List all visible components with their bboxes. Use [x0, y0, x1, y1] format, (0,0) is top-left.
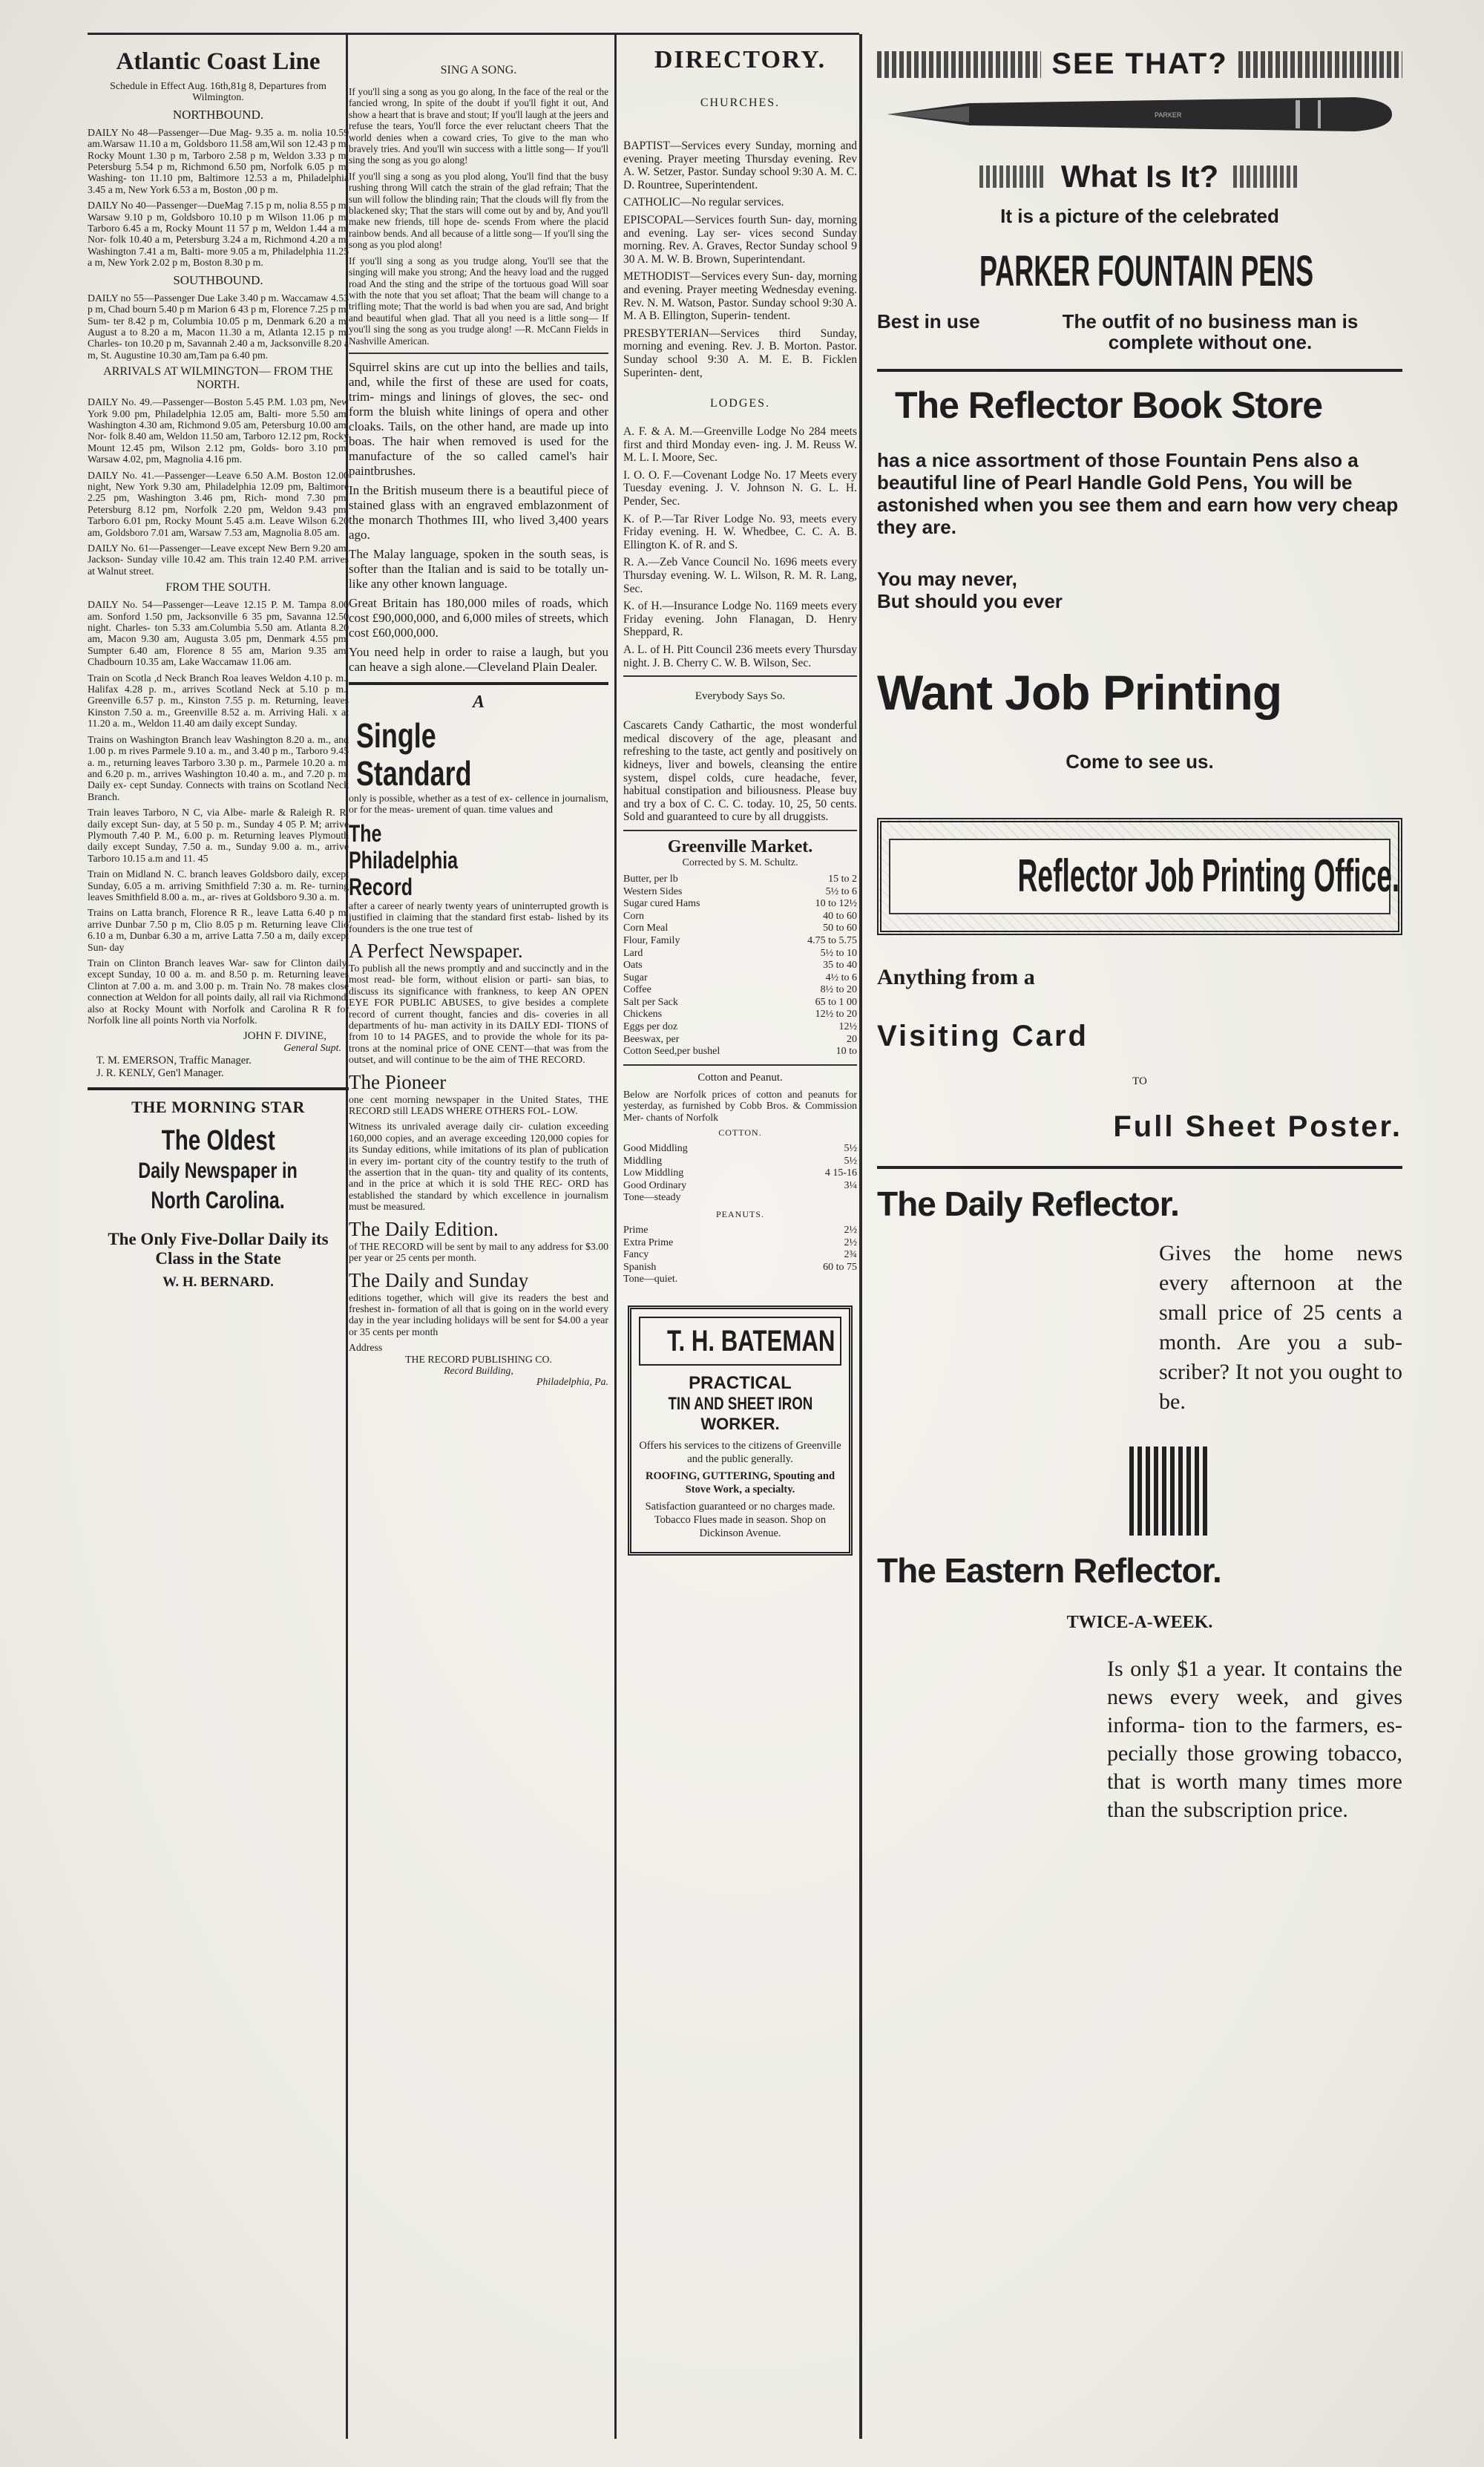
- market-item: Salt per Sack: [623, 996, 678, 1008]
- table-row: [623, 1143, 857, 1156]
- market-price: 8½ to 20: [820, 984, 857, 996]
- twice-a-week: TWICE-A-WEEK.: [1066, 1613, 1213, 1632]
- ad-body: Witness its unrivaled average daily cir- culation exceeding 160,000 copies, and an average exceeding 120,000 copies for its Sunday editions, while imitations of its plan of publication in every im- portant city of the country testify to the truth of the assertion that in the quan- tity and quality of its contents, and in the price at which it is sold THE REC- ORD has established the standard by which excellence in journalism must be measured.: [349, 1121, 608, 1213]
- market-item: Chickens: [623, 1009, 663, 1020]
- bateman-line: WORKER.: [700, 1415, 780, 1433]
- ornament: [877, 51, 1041, 78]
- train-entry: DAILY No. 54—Passenger—Leave 12.15 P. M. Tampa 8.00 am. Sonford 1.50 pm, Jacksonville 6 35 pm, Savanna 12.50 night. Charles- ton 5.33 am.Columbia 5.50 am. Atlanta 8.20 am, Macon 9.30 am, Augusta 3.05 pm, Denmark 4.55 pm, Sumpter 6.40 am, Florence 8 55 am, Marion 9.35 am, Chadbourn 10.35 am, Lake Waccamaw 11.06 am.: [88, 599, 349, 668]
- never-text: But should you ever: [877, 590, 1063, 612]
- parker-fountain-pens: PARKER FOUNTAIN PENS: [979, 247, 1314, 295]
- outfit-text: The outfit of no business man is complete without one.: [1062, 310, 1359, 353]
- morning-star-editor: W. H. BERNARD.: [162, 1274, 274, 1291]
- market-price: 5½: [844, 1143, 857, 1155]
- pen-label: PARKER: [1155, 111, 1182, 119]
- table-row: [623, 1262, 857, 1274]
- morning-star-heading: THE MORNING STAR: [131, 1098, 305, 1117]
- branch-note: Trains on Latta branch, Florence R R., leave Latta 6.40 p m. arrive Dunbar 7.50 p m, Clio 8.05 p m. Returning leave Clio 6.10 a m, Dunbar 6.30 a m, arrive Latta 7.50 a m, daily except Sun- day: [88, 907, 349, 953]
- table-row: [623, 1180, 857, 1193]
- cotton-intro: Below are Norfolk prices of cotton and peanuts for yesterday, as furnished by Cobb Bros. & Commission Mer- chants of Norfolk: [623, 1088, 857, 1123]
- market-item: Sugar: [623, 972, 648, 983]
- poem-stanza: If you'll sing a song as you trudge along, You'll see that the singing will make you strong; And the heavy load and the rugged road And the sting and the stripe of the tortuous goad Will soar with the note that you set afloat; That the beam will change to a trifling mote; That the world is bad when you are sad, And bright and beautiful when glad. That all you need is a little song— If you'll sing the song as you trudge along! —R. McCann Fields in Nashville American.: [349, 255, 608, 347]
- ad-record: Record: [349, 873, 413, 900]
- morning-star-tagline: Daily Newspaper in: [138, 1159, 298, 1184]
- northbound-heading: NORTHBOUND.: [172, 107, 264, 122]
- ad-daily-edition: The Daily Edition.: [349, 1217, 499, 1240]
- table-row: [623, 1192, 857, 1205]
- table-row: [623, 1021, 857, 1034]
- come-see-us: Come to see us.: [1066, 750, 1214, 773]
- from-south-heading: FROM THE SOUTH.: [165, 581, 271, 594]
- market-price: 2½: [844, 1225, 857, 1236]
- job-office-banner: [877, 818, 1402, 935]
- church-entry: PRESBYTERIAN—Services third Sunday, morning and evening. Rev. J. B. Morton. Pastor. Sunday school 9:30 A. M. E. B. Ficklen Superinten- dent,: [623, 327, 857, 379]
- never-text: You may never,: [877, 568, 1017, 590]
- table-row: [623, 1274, 857, 1286]
- column-railroad: [88, 45, 349, 2442]
- lodge-entry: R. A.—Zeb Vance Council No. 1696 meets every Thursday evening. W. L. Wilson, R. M. R. Lang, Sec.: [623, 556, 857, 595]
- ad-address: Address: [349, 1342, 383, 1354]
- market-price: 12½ to 20: [815, 1009, 857, 1020]
- column-directory: [623, 45, 857, 2442]
- everybody-heading: Everybody Says So.: [695, 690, 786, 703]
- poem-title: SING A SONG.: [440, 64, 517, 76]
- bateman-name: T. H. BATEMAN: [666, 1325, 835, 1357]
- ad-body: of THE RECORD will be sent by mail to any address for $3.00 per year or 25 cents per month.: [349, 1240, 608, 1264]
- table-row: [623, 997, 857, 1009]
- ad-body: one cent morning newspaper in the United States, THE RECORD still LEADS WHERE OTHERS FOL- LOW.: [349, 1093, 608, 1117]
- divider: [88, 1087, 349, 1090]
- table-row: [623, 948, 857, 960]
- signature: JOHN F. DIVINE,: [243, 1030, 326, 1043]
- article-paragraph: Squirrel skins are cut up into the bellies and tails, and, while the first of these are used for coats, trim- mings and linings of gloves, the sec- ond form the bluish white linings of opera and other cloaks. Tails, on the other hand, are made up into boas. The hair when removed is used for the manufacture of the so called camel's hair paintbrushes.: [349, 359, 608, 478]
- lodge-entry: K. of H.—Insurance Lodge No. 1169 meets every Friday evening. John Flanagan, D. Henry Sheppard, R.: [623, 600, 857, 639]
- market-item: Western Sides: [623, 885, 683, 897]
- market-price: 4.75 to 5.75: [807, 934, 857, 946]
- market-item: Spanish: [623, 1261, 657, 1273]
- ad-address: Philadelphia, Pa.: [536, 1376, 608, 1388]
- bateman-ad: [628, 1305, 853, 1556]
- ad-standard: Standard: [356, 753, 472, 793]
- morning-star-tagline: The Oldest: [161, 1125, 275, 1157]
- bateman-text: Offers his services to the citizens of Greenville and the public generally.: [639, 1440, 841, 1465]
- book-store-text: has a nice assortment of those Fountain Pens also a beautiful line of Pearl Handle Gold Pens, You will be astonished when you see them and earn how very cheap they are.: [877, 449, 1399, 538]
- market-price: 60 to 75: [823, 1261, 857, 1273]
- market-item: Eggs per doz: [623, 1021, 678, 1033]
- market-item: Good Ordinary: [623, 1179, 687, 1191]
- daily-reflector-heading: The Daily Reflector.: [877, 1185, 1179, 1223]
- train-entry: DAILY No 48—Passenger—Due Mag- 9.35 a. m. nolia 10.59 am.Warsaw 11.10 a m, Goldsboro 11.58 am,Wil son 12.43 p m, Rocky Mount 1.30 p m, Tarboro 2.58 p m, Weldon 3.33 p m, Petersburg 5.54 p m, Richmond 6.50 pm, Norfolk 6.05 p m, Washing- ton 11.10 pm, Baltimore 12.53 a m, Philadelphia 3.45 a m, New York 6.53 a m, Boston ,00 p m.: [88, 126, 349, 195]
- market-price: 3¼: [844, 1179, 857, 1191]
- market-price: 4 15-16: [824, 1167, 857, 1179]
- market-item: Sugar cured Hams: [623, 898, 700, 910]
- market-item: Beeswax, per: [623, 1033, 680, 1045]
- article-paragraph: In the British museum there is a beautiful piece of stained glass with an engraved emblazonment of the monarch Thothmes III, who lived 3,400 years ago.: [349, 482, 608, 542]
- train-entry: DAILY No. 49.—Passenger—Boston 5.45 P.M. 1.03 pm, New York 9.00 pm, Philadelphia 12.05 am, Balti- more 5.50 am, Washington 4.30 am, Richmond 9.05 am, Petersburg 10.00 am, Nor- folk 8.40 am, Weldon 11.50 am, Tarboro 12.12 pm, Rocky Mount 12.45 pm, Wilson 2.12 pm, Golds- boro 3.10 pm, Warsaw 4.02, pm, Magnolia 4.16 pm.: [88, 396, 349, 465]
- table-row: [623, 972, 857, 985]
- ornament: [1238, 51, 1402, 78]
- table-row: [623, 1034, 857, 1046]
- signature-title: General Supt.: [283, 1043, 341, 1055]
- directory-title: DIRECTORY.: [654, 46, 827, 73]
- market-price: 10 to: [835, 1046, 857, 1058]
- table-row: [623, 935, 857, 948]
- ad-single: Single: [356, 715, 436, 755]
- anything-from: Anything from a: [877, 965, 1035, 989]
- table-row: [623, 1249, 857, 1262]
- arrivals-heading: ARRIVALS AT WILMINGTON— FROM THE NORTH.: [103, 365, 333, 392]
- market-item: Oats: [623, 960, 643, 972]
- poem-stanza: If you'll sing a song as you plod along, You'll find that the busy rushing throng Will catch the strain of the glad refrain; That the sun will follow the blinding rain; That the clouds will fly from the blackened sky; That the stars will come out by and by, And you'll make new friends, till hope de- scends From where the placid rainbow bends. And all because of a little song— If you'll sing the song as you plod along!: [349, 170, 608, 251]
- want-job-printing: Want Job Printing: [877, 665, 1282, 720]
- train-entry: DAILY No. 61—Passenger—Leave except New Bern 9.20 am. Jackson- Sunday ville 10.42 am. This train 12.40 P.M. arrives at Walnut street.: [88, 543, 349, 577]
- column-advertisements: [877, 45, 1402, 2442]
- market-item: Prime: [623, 1225, 649, 1236]
- ad-body: after a career of nearly twenty years of uninterrupted growth is justified in claiming that the standard first estab- lished by its founders is the one true test of: [349, 900, 608, 934]
- lodge-entry: I. O. O. F.—Covenant Lodge No. 17 Meets every Tuesday evening. J. V. Johnson N. G. L. H. Pender, Sec.: [623, 468, 857, 508]
- branch-note: Train on Midland N. C. branch leaves Goldsboro daily, except Sunday, 6.05 a m. arriving Smithfield 7:30 a. m. Re- turning leaves Smithfield 8.00 a. m., ar- rives at Goldsboro 9.30 a. m.: [88, 868, 349, 902]
- market-item: Fancy: [623, 1249, 649, 1261]
- market-item: Lard: [623, 947, 643, 959]
- column-literary: [349, 45, 608, 2442]
- market-item: Low Middling: [623, 1167, 684, 1179]
- market-price: 20: [847, 1033, 857, 1045]
- market-price: 50 to 60: [823, 923, 857, 934]
- ad-body: To publish all the news promptly and and succinctly and in the most read- ble form, without elision or parti- san bias, to discuss its significance with frankness, to keep AN OPEN EYE FOR PUBLIC ABUSES, to give besides a complete record of current thought, fancies and dis- coveries in all departments of hu- man activity in its DAILY EDI- TIONS of from 10 to 14 PAGES, and to provide the whole for its pa- trons at the nominal price of ONE CENT—that was from the outset, and will continue to be the aim of THE RECORD.: [349, 962, 608, 1066]
- divider: [623, 830, 857, 831]
- ad-address: THE RECORD PUBLISHING CO.: [405, 1353, 552, 1365]
- market-price: 40 to 60: [823, 910, 857, 922]
- cascarets-ad: Cascarets Candy Cathartic, the most wonderful medical discovery of the age, pleasant and refreshing to the taste, act gently and positively on kidneys, liver and bowels, cleansing the entire system, dispel colds, cure headache, fever, habitual constipation and biliousness. Please buy and try a box of C. C. C. today. 10, 25, 50 cents. Sold and guaranteed to cure by all druggists.: [623, 719, 857, 824]
- eastern-reflector-text: Is only $1 a year. It contains the news every week, and gives informa- tion to the farmers, es- pecially those growing tobacco, that is worth many times more than the subscription price.: [1107, 1657, 1402, 1822]
- article-paragraph: You need help in order to raise a laugh, but you can heave a sigh alone.—Cleveland Plain Dealer.: [349, 644, 608, 674]
- lodge-entry: A. L. of H. Pitt Council 236 meets every Thursday night. J. B. Cherry C. W. B. Wilson, Sec.: [623, 643, 857, 669]
- morning-star-tagline: North Carolina.: [151, 1187, 286, 1214]
- market-item: Coffee: [623, 984, 651, 996]
- cotton-subheading: COTTON.: [718, 1127, 762, 1139]
- ad-pioneer: The Pioneer: [349, 1070, 447, 1093]
- table-row: [623, 1225, 857, 1237]
- market-price: 2¾: [844, 1249, 857, 1261]
- market-price: 5½: [844, 1155, 857, 1167]
- market-price: 2½: [844, 1236, 857, 1248]
- market-price: 12½: [838, 1021, 857, 1033]
- picture-caption: It is a picture of the celebrated: [1000, 205, 1279, 227]
- table-row: [623, 1167, 857, 1180]
- lodge-entry: K. of P.—Tar River Lodge No. 93, meets every Friday evening. H. W. Whedbee, C. C. A. B. Ellington K. of R. and S.: [623, 512, 857, 551]
- what-is-it-heading: What Is It?: [1060, 159, 1219, 194]
- article-paragraph: Great Britain has 180,000 miles of roads, which cost £90,000,000, and 6,000 miles of streets, which cost £60,000,000.: [349, 595, 608, 640]
- column-rule: [614, 34, 617, 2439]
- daily-reflector-text: Gives the home news every afternoon at the small price of 25 cents a month. Are you a sub- scriber? It not you ought to be.: [1159, 1241, 1402, 1414]
- market-item: Good Middling: [623, 1143, 688, 1155]
- branch-note: Train on Scotla ,d Neck Branch Roa leaves Weldon 4.10 p. m., Halifax 4.28 p. m., arrives Scotland Neck at 5.10 p m., Greenville 6.57 p. m., Kinston 7.55 p. m. Returning, leaves Kinston 7.50 a. m., Greenville 8.52 a. m. Arriving Hali. x at 11.20 a. m., Weldon 11.40 am daily except Sunday.: [88, 672, 349, 730]
- table-row: [623, 960, 857, 972]
- market-item: Corn: [623, 910, 644, 922]
- table-row: [623, 886, 857, 899]
- table-row: [623, 1046, 857, 1058]
- atlantic-coast-line-title: Atlantic Coast Line: [116, 48, 321, 75]
- ornament: [979, 166, 1046, 188]
- table-row: [623, 1156, 857, 1168]
- table-row: [623, 1237, 857, 1250]
- see-that-banner: [877, 47, 1402, 81]
- ad-perfect-newspaper: A Perfect Newspaper.: [349, 939, 523, 962]
- ornament-block: [1129, 1447, 1211, 1536]
- divider: [623, 1064, 857, 1066]
- market-item: Corn Meal: [623, 923, 669, 934]
- table-row: [623, 874, 857, 886]
- bateman-line: TIN AND SHEET IRON: [668, 1394, 812, 1414]
- table-row: [623, 911, 857, 923]
- best-in-use: Best in use: [877, 310, 980, 332]
- ad-philadelphia: Philadelphia: [349, 846, 459, 874]
- ornament: [1233, 166, 1300, 188]
- market-item: Tone—steady: [623, 1192, 681, 1204]
- church-entry: METHODIST—Services every Sun- day, morning and evening. Prayer meeting Wednesday evening. Rev. N. M. Watson, Pastor. Sunday school 9:30 A. M. A B. Ellington, Superin- tendent.: [623, 270, 857, 323]
- divider: [349, 353, 608, 354]
- divider: [349, 682, 608, 685]
- branch-note: Train on Clinton Branch leaves War- saw for Clinton daily, except Sunday, 10 00 a. m. and 8.50 p. m. Returning leaves Clinton at 7.00 a. m. and 3.00 p. m. Train No. 78 makes close connection at Weldon for all points daily, all rail via Richmond, also at Rocky Mount with Norfolk and Carolina R R for Norfolk line all points North via Norfolk.: [88, 957, 349, 1026]
- table-row: [623, 923, 857, 935]
- bateman-text: Satisfaction guaranteed or no charges made. Tobacco Flues made in season. Shop on Dickinson Avenue.: [645, 1501, 835, 1539]
- book-store-heading: The Reflector Book Store: [895, 384, 1323, 426]
- market-price: 5½ to 10: [820, 947, 857, 959]
- ad-the: The: [349, 819, 382, 847]
- table-row: [623, 898, 857, 911]
- market-item: Flour, Family: [623, 934, 680, 946]
- schedule-note: Schedule in Effect Aug. 16th,81g 8, Departures from Wilmington.: [110, 80, 326, 103]
- see-that-heading: SEE THAT?: [1051, 47, 1228, 80]
- ad-daily-sunday: The Daily and Sunday: [349, 1268, 529, 1291]
- market-price: [767, 1274, 857, 1286]
- poem-stanza: If you'll sing a song as you go along, In the face of the real or the fancied wrong, In spite of the doubt if you'll fight it out, And show a heart that is brave and stout; If you'll laugh at the jeers and refuse the tears, You'll force the ever reluctant cheers That the world denies when a coward cries, To give to the man who bravely tries. And you'll win success with a little song— If you'll sing the song as you go along!: [349, 86, 608, 166]
- cotton-heading: Cotton and Peanut.: [697, 1071, 783, 1084]
- ad-body: editions together, which will give its readers the best and freshest in- formation of all that is going on in the world every day in the year including holidays will be sent for $4.00 a year or 35 cents per month: [349, 1291, 608, 1337]
- lodges-heading: LODGES.: [709, 397, 771, 410]
- market-price: 15 to 2: [828, 873, 857, 885]
- train-entry: DAILY No. 41.—Passenger—Leave 6.50 A.M. Boston 12.00 night, New York 9.30 am, Philadelphia 12.09 pm, Baltimore 2.25 pm, Washington 3.46 pm, Rich- mond 7.30 pm, Petersburg 8.12 pm, Norfolk 2.20 pm, Weldon 9.43 pm, Tarboro 6.01 pm, Rocky Mount 5.45 a.m. Leave Wilson 6.20 am, Goldsboro 7.01 am, Warsaw 7.53 am, Magnolia 8.05 am.: [88, 469, 349, 538]
- cotton-table: [623, 1143, 857, 1205]
- market-price: 65 to 1 00: [815, 996, 857, 1008]
- bateman-line: PRACTICAL: [689, 1373, 792, 1393]
- market-price: 10 to 12½: [815, 898, 857, 910]
- church-entry: BAPTIST—Services every Sunday, morning and evening. Prayer meeting Thursday evening. Rev A. W. Setzer, Pastor. Sunday school 9:30 A. M. C. D. Rountree, Superintendent.: [623, 140, 857, 191]
- morning-star-price: The Only Five-Dollar Daily its Class in the State: [108, 1230, 329, 1268]
- church-entry: CATHOLIC—No regular services.: [623, 196, 784, 209]
- market-item: Butter, per lb: [623, 873, 678, 885]
- visiting-card: Visiting Card: [877, 1020, 1089, 1052]
- peanut-subheading: PEANUTS.: [715, 1209, 764, 1220]
- market-table: [623, 874, 857, 1058]
- column-rule: [859, 34, 862, 2439]
- lodge-entry: A. F. & A. M.—Greenville Lodge No 284 meets first and third Monday even- ing. J. M. Reuss W. M. L. I. Moore, Sec.: [623, 425, 857, 465]
- to-label: TO: [1132, 1075, 1147, 1087]
- market-price: 4½ to 6: [825, 972, 857, 983]
- bateman-text: ROOFING, GUTTERING, Spouting and Stove Work, a specialty.: [645, 1470, 835, 1495]
- masthead-rule: [88, 33, 859, 35]
- full-sheet-poster: Full Sheet Poster.: [1113, 1110, 1402, 1143]
- market-item: Cotton Seed,per bushel: [623, 1046, 720, 1058]
- train-entry: DAILY No 40—Passenger—DueMag 7.15 p m, nolia 8.55 p m, Warsaw 9.10 p m, Goldsboro 10.10 p m Wilson 11.06 p m. Tarboro 6.45 a m, Rocky Mount 11 57 p m, Weldon 1.44 a m, Nor- folk 10.40 a m, Petersburg 3.24 a m, Richmond 4.20 a m, Washington 7.41 a m, Balti- more 9.05 a m, Philadelphia 11.25 a m, New York 2.02 p m, Boston 8.30 p m.: [88, 200, 349, 269]
- job-office-heading: Reflector Job Printing Office.: [1017, 851, 1400, 902]
- table-row: [623, 984, 857, 997]
- divider: [623, 675, 857, 677]
- table-row: [623, 1009, 857, 1021]
- market-subheading: Corrected by S. M. Schultz.: [682, 856, 798, 868]
- southbound-heading: SOUTHBOUND.: [173, 272, 263, 287]
- branch-note: Train leaves Tarboro, N C, via Albe- marle & Raleigh R. R. daily except Sun- day, at 5 50 p. m., Sunday 4 05 P. M; arrive Plymouth 7.40 P. M., 6.00 p. m. Returning leaves Plymouth daily except Sunday, 7.50 a. m., Sunday 9.00 a. m., arrive Tarboro 10.15 a.m and 11. 45: [88, 807, 349, 864]
- fountain-pen-illustration: [877, 81, 1402, 148]
- market-heading: Greenville Market.: [667, 836, 813, 856]
- train-entry: DAILY no 55—Passenger Due Lake 3.40 p m. Waccamaw 4.53 p m, Chad bourn 5.40 p m Marion 6 43 p m, Florence 7.25 p m, Sum- ter 8.42 p m, Columbia 10.05 p m, Denmark 6.20 a m, August a to 8.20 a m, Macon 11.30 a m, Atlanta 12.15 p m, Charles- ton 10.20 p m, Savannah 2.40 a m, Jacksonville 8.20 a m, St. Augustine 10.30 am,Tam pa 6.40 pm.: [88, 292, 349, 361]
- church-entry: EPISCOPAL—Services fourth Sun- day, morning and evening. Lay ser- vices second Sunday morning. Rev. A. Graves, Rector Sunday school 9 30 A. M. W. B. Brown, Superintendant.: [623, 213, 857, 266]
- market-price: [779, 1192, 857, 1205]
- market-price: 35 to 40: [823, 960, 857, 972]
- churches-heading: CHURCHES.: [700, 96, 781, 109]
- branch-note: Trains on Washington Branch leav Washington 8.20 a. m., and 1.00 p. m rives Parmele 9.10 a. m., and 3.40 p m., Tarboro 9.45 a. m., returning leaves Tarboro 3.30 p. m., Parmele 10.20 a. m. and 6.20 p. m., arrives Washington 10.40 a. m., and 7.20 p. m. Daily ex- cept Sunday. Connects with trains on Scotland Neck Branch.: [88, 733, 349, 802]
- ad-intro: only is possible, whether as a test of ex- cellence in journalism, or for the meas- urement of quan. time values and: [349, 792, 608, 816]
- article-paragraph: The Malay language, spoken in the south seas, is softer than the Italian and is said to be totally un- like any other known language.: [349, 546, 608, 591]
- ad-a: A: [472, 692, 485, 712]
- divider: [877, 369, 1402, 372]
- market-item: Middling: [623, 1155, 663, 1167]
- market-item: Extra Prime: [623, 1236, 674, 1248]
- peanut-table: [623, 1225, 857, 1286]
- signature: J. R. KENLY, Gen'l Manager.: [96, 1067, 224, 1080]
- divider: [877, 1166, 1402, 1169]
- signature: T. M. EMERSON, Traffic Manager.: [96, 1055, 252, 1067]
- market-item: Tone—quiet.: [623, 1274, 678, 1285]
- eastern-reflector-heading: The Eastern Reflector.: [877, 1551, 1221, 1590]
- ad-address: Record Building,: [444, 1364, 513, 1376]
- market-price: 5½ to 6: [825, 885, 857, 897]
